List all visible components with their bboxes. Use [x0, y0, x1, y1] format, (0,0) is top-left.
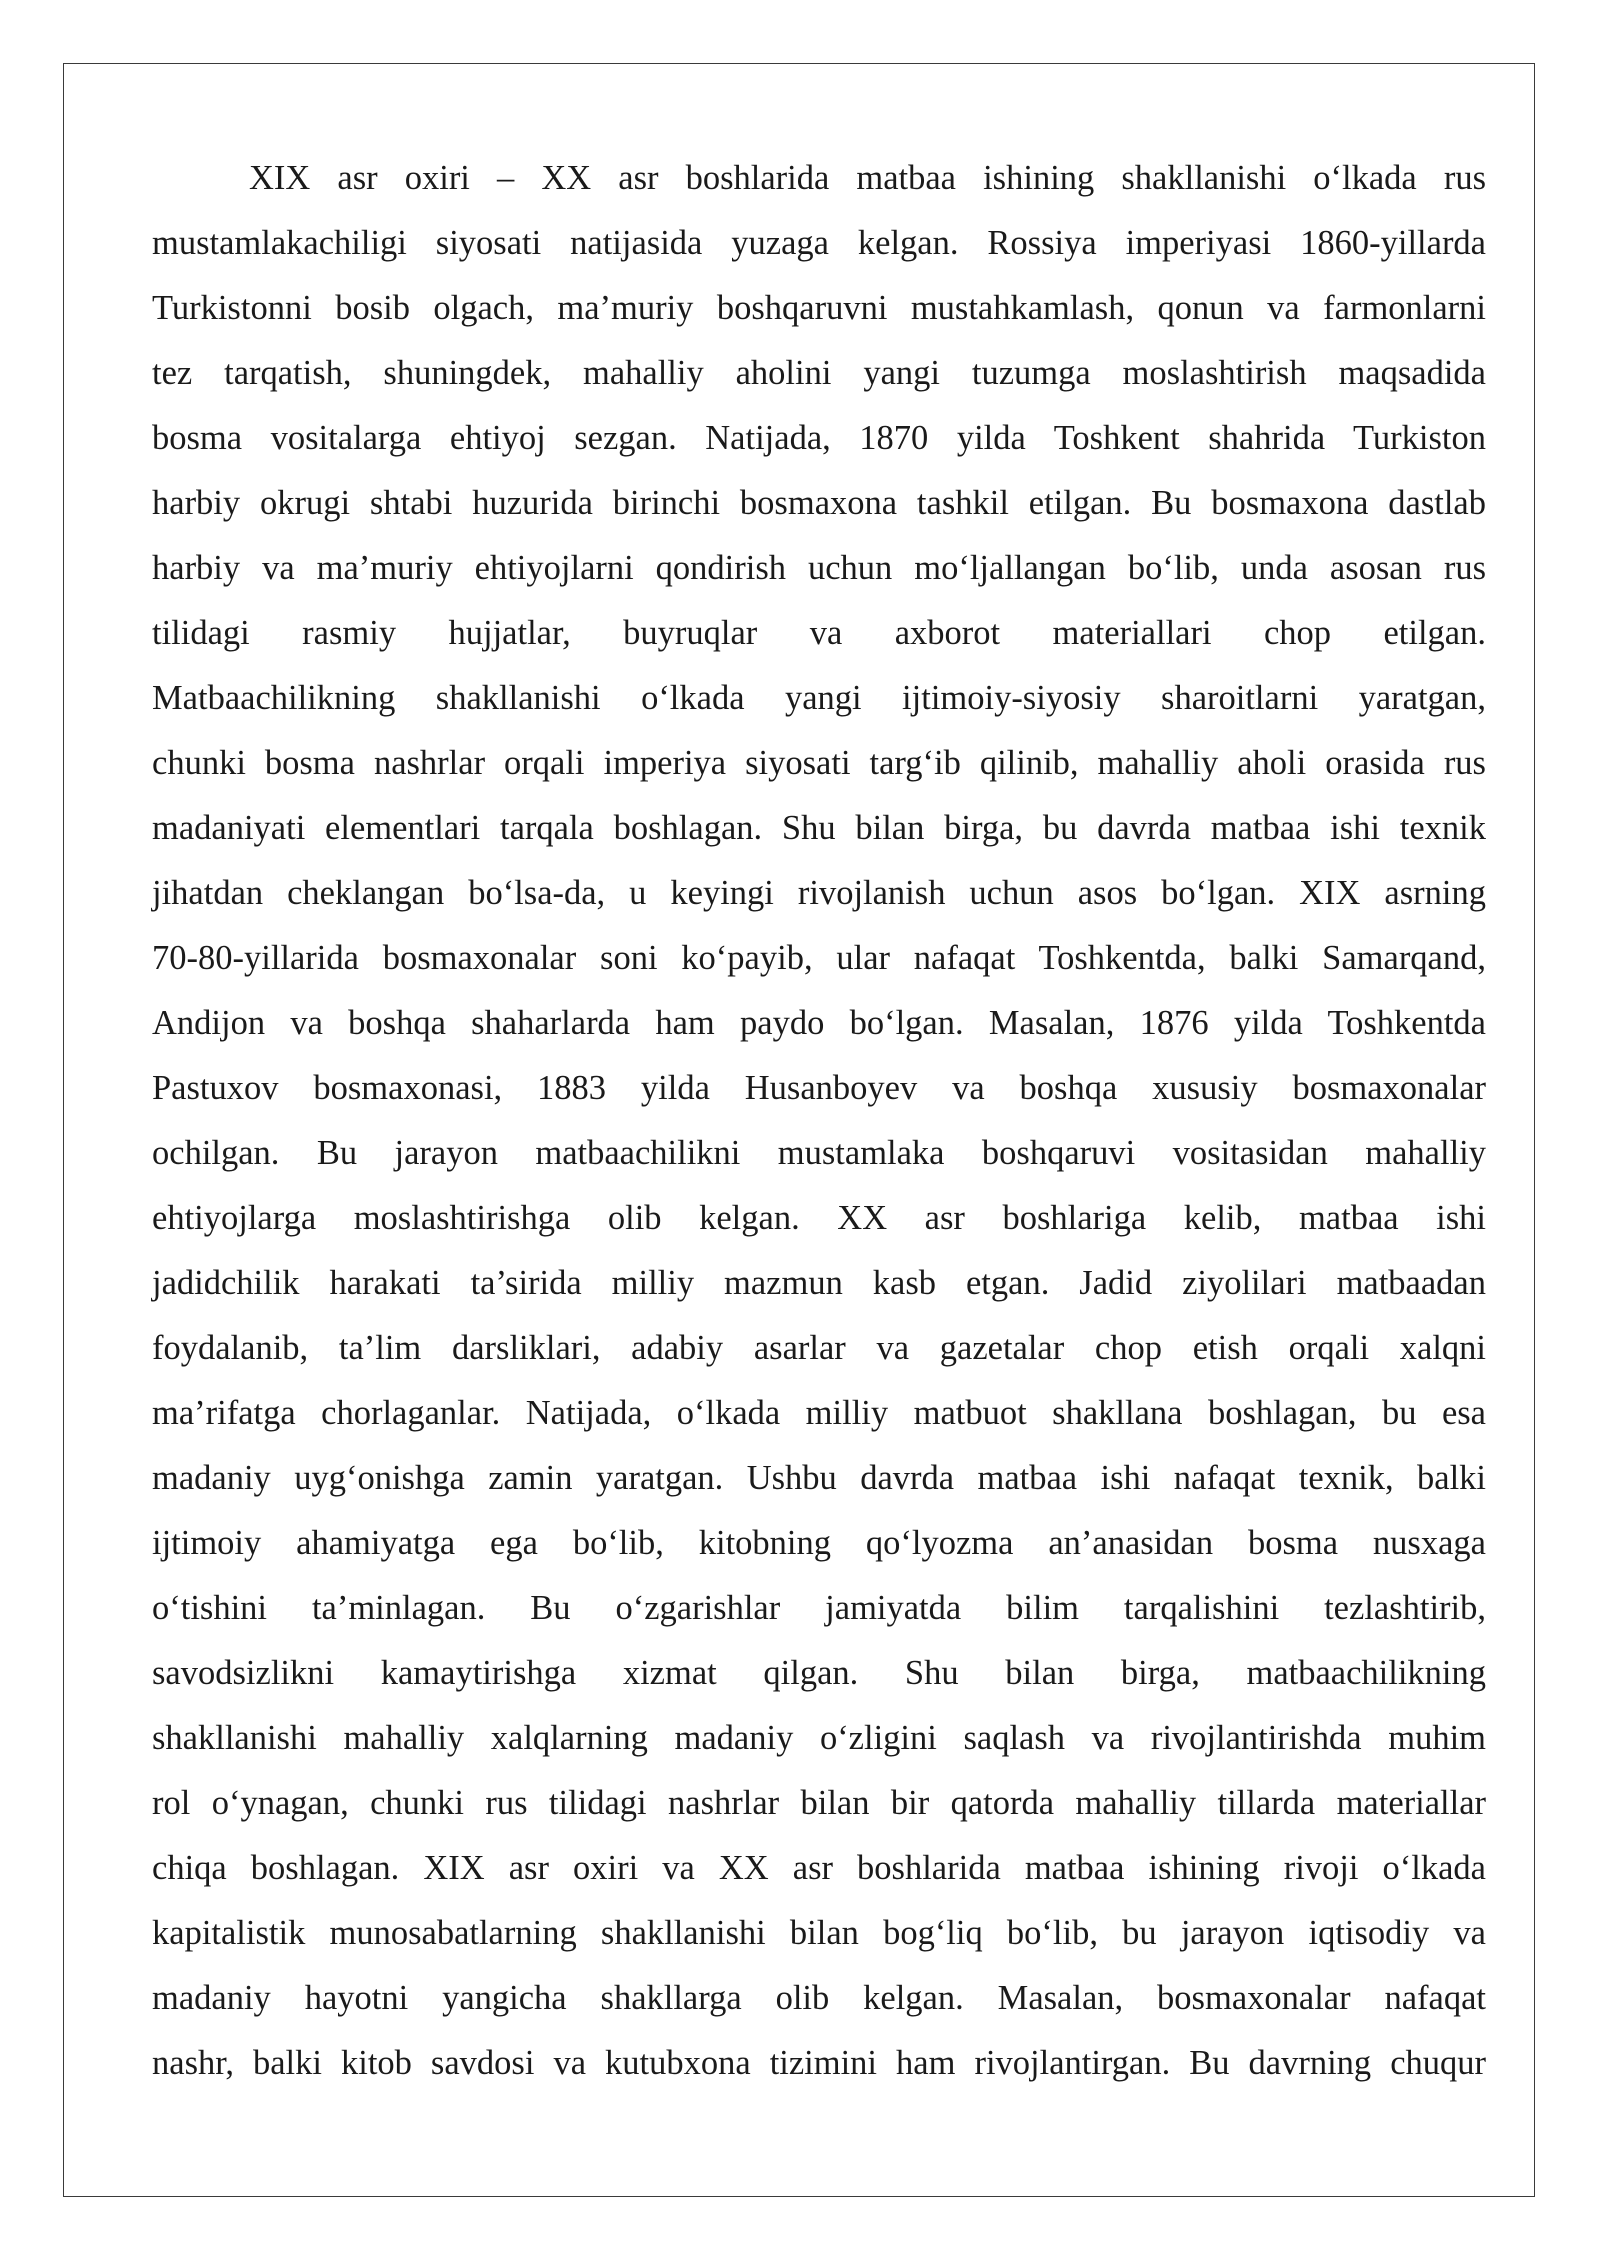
- paragraph-line: madaniy uyg‘onishga zamin yaratgan. Ushbu davrda matbaa ishi nafaqat texnik, balki: [152, 1459, 1486, 1497]
- paragraph-line: jadidchilik harakati ta’sirida milliy mazmun kasb etgan. Jadid ziyolilari matbaadan: [152, 1264, 1486, 1302]
- paragraph-line: ochilgan. Bu jarayon matbaachilikni mustamlaka boshqaruvi vositasidan mahalliy: [152, 1134, 1486, 1172]
- paragraph-line: nashr, balki kitob savdosi va kutubxona tizimini ham rivojlantirgan. Bu davrning chuqur: [152, 2044, 1486, 2082]
- paragraph-line: Andijon va boshqa shaharlarda ham paydo bo‘lgan. Masalan, 1876 yilda Toshkentda: [152, 1004, 1486, 1042]
- paragraph-line: Pastuxov bosmaxonasi, 1883 yilda Husanboyev va boshqa xususiy bosmaxonalar: [152, 1069, 1486, 1107]
- paragraph-line: chunki bosma nashrlar orqali imperiya siyosati targ‘ib qilinib, mahalliy aholi orasida rus: [152, 744, 1486, 782]
- paragraph-line: o‘tishini ta’minlagan. Bu o‘zgarishlar jamiyatda bilim tarqalishini tezlashtirib,: [152, 1589, 1486, 1627]
- paragraph-line: shakllanishi mahalliy xalqlarning madaniy o‘zligini saqlash va rivojlantirishda muhim: [152, 1719, 1486, 1757]
- paragraph-line: chiqa boshlagan. XIX asr oxiri va XX asr boshlarida matbaa ishining rivoji o‘lkada: [152, 1849, 1486, 1887]
- paragraph-line: ijtimoiy ahamiyatga ega bo‘lib, kitobning qo‘lyozma an’anasidan bosma nusxaga: [152, 1524, 1486, 1562]
- body-paragraph: [152, 146, 1486, 2096]
- paragraph-line: 70-80-yillarida bosmaxonalar soni ko‘payib, ular nafaqat Toshkentda, balki Samarqand,: [152, 939, 1486, 977]
- paragraph-line: ehtiyojlarga moslashtirishga olib kelgan. XX asr boshlariga kelib, matbaa ishi: [152, 1199, 1486, 1237]
- paragraph-line: tez tarqatish, shuningdek, mahalliy aholini yangi tuzumga moslashtirish maqsadida: [152, 354, 1486, 392]
- paragraph-line: XIX asr oxiri – XX asr boshlarida matbaa ishining shakllanishi o‘lkada rus: [249, 159, 1486, 197]
- paragraph-line: bosma vositalarga ehtiyoj sezgan. Natijada, 1870 yilda Toshkent shahrida Turkiston: [152, 419, 1486, 457]
- paragraph-line: savodsizlikni kamaytirishga xizmat qilgan. Shu bilan birga, matbaachilikning: [152, 1654, 1486, 1692]
- paragraph-line: Matbaachilikning shakllanishi o‘lkada yangi ijtimoiy-siyosiy sharoitlarni yaratgan,: [152, 679, 1486, 717]
- paragraph-line: foydalanib, ta’lim darsliklari, adabiy asarlar va gazetalar chop etish orqali xalqni: [152, 1329, 1486, 1367]
- paragraph-line: Turkistonni bosib olgach, ma’muriy boshqaruvni mustahkamlash, qonun va farmonlarni: [152, 289, 1486, 327]
- paragraph-line: rol o‘ynagan, chunki rus tilidagi nashrlar bilan bir qatorda mahalliy tillarda materiallar: [152, 1784, 1486, 1822]
- paragraph-line: madaniyati elementlari tarqala boshlagan. Shu bilan birga, bu davrda matbaa ishi texnik: [152, 809, 1486, 847]
- paragraph-line: harbiy va ma’muriy ehtiyojlarni qondirish uchun mo‘ljallangan bo‘lib, unda asosan rus: [152, 549, 1486, 587]
- paragraph-line: kapitalistik munosabatlarning shakllanishi bilan bog‘liq bo‘lib, bu jarayon iqtisodiy va: [152, 1914, 1486, 1952]
- paragraph-line: harbiy okrugi shtabi huzurida birinchi bosmaxona tashkil etilgan. Bu bosmaxona dastlab: [152, 484, 1486, 522]
- paragraph-line: jihatdan cheklangan bo‘lsa-da, u keyingi rivojlanish uchun asos bo‘lgan. XIX asrning: [152, 874, 1486, 912]
- paragraph-line: madaniy hayotni yangicha shakllarga olib kelgan. Masalan, bosmaxonalar nafaqat: [152, 1979, 1486, 2017]
- paragraph-line: tilidagi rasmiy hujjatlar, buyruqlar va axborot materiallari chop etilgan.: [152, 614, 1486, 652]
- paragraph-line: ma’rifatga chorlaganlar. Natijada, o‘lkada milliy matbuot shakllana boshlagan, bu esa: [152, 1394, 1486, 1432]
- paragraph-line: mustamlakachiligi siyosati natijasida yuzaga kelgan. Rossiya imperiyasi 1860-yillarda: [152, 224, 1486, 262]
